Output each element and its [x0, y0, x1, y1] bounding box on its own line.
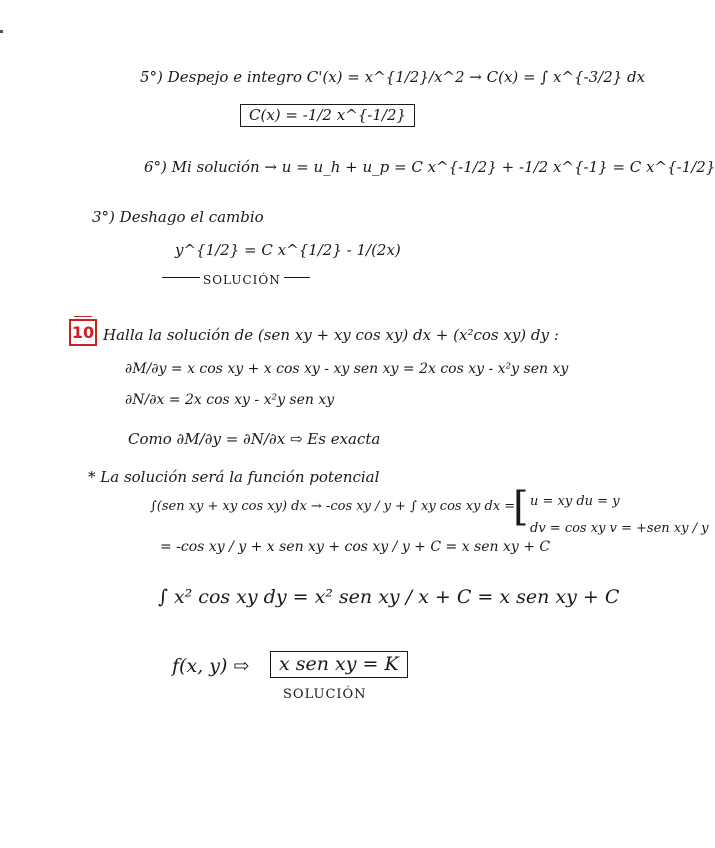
step6-line: 6°) Mi solución → u = u_h + u_p = C x^{-1/2} + -1/2 x^{-1} = C x^{-1/2}: [144, 158, 715, 176]
problem-number-badge: [69, 319, 97, 346]
potential-note: * La solución será la función potencial: [88, 468, 380, 486]
step3-equation: y^{1/2} = C x^{1/2} - 1/(2x): [175, 241, 401, 259]
page-mark: [0, 30, 3, 33]
substitution-brace: [: [513, 484, 529, 530]
substitution-u: u = xy du = y: [530, 494, 620, 509]
integral-dx: ∫(sen xy + xy cos xy) dx → -cos xy / y + ∫ xy cos xy dx =: [150, 499, 516, 514]
problem-number: 10: [71, 323, 95, 342]
step3-line: 3°) Deshago el cambio: [92, 208, 264, 226]
step5-line: 5°) Despejo e integro C'(x) = x^{1/2}/x^2 → C(x) = ∫ x^{-3/2} dx: [140, 68, 646, 86]
problem-statement: Halla la solución de (sen xy + xy cos xy) dx + (x²cos xy) dy :: [103, 326, 559, 344]
partial-n: ∂N/∂x = 2x cos xy - x²y sen xy: [125, 392, 335, 408]
integral-dx-result: = -cos xy / y + x sen xy + cos xy / y + C = x sen xy + C: [160, 539, 551, 555]
final-prefix: f(x, y) ⇨: [172, 655, 250, 677]
partial-m: ∂M/∂y = x cos xy + x cos xy - xy sen xy = 2x cos xy - x²y sen xy: [125, 361, 569, 377]
integral-dy: ∫ x² cos xy dy = x² sen xy / x + C = x sen xy + C: [158, 586, 620, 608]
substitution-dv: dv = cos xy v = +sen xy / y: [530, 521, 709, 536]
step5-result-box: C(x) = -1/2 x^{-1/2}: [240, 104, 415, 127]
final-solution-box: x sen xy = K: [270, 651, 408, 678]
final-solution-label: SOLUCIÓN: [283, 687, 367, 702]
exact-check: Como ∂M/∂y = ∂N/∂x ⇨ Es exacta: [128, 430, 381, 448]
solution-label: SOLUCIÓN: [200, 273, 284, 287]
